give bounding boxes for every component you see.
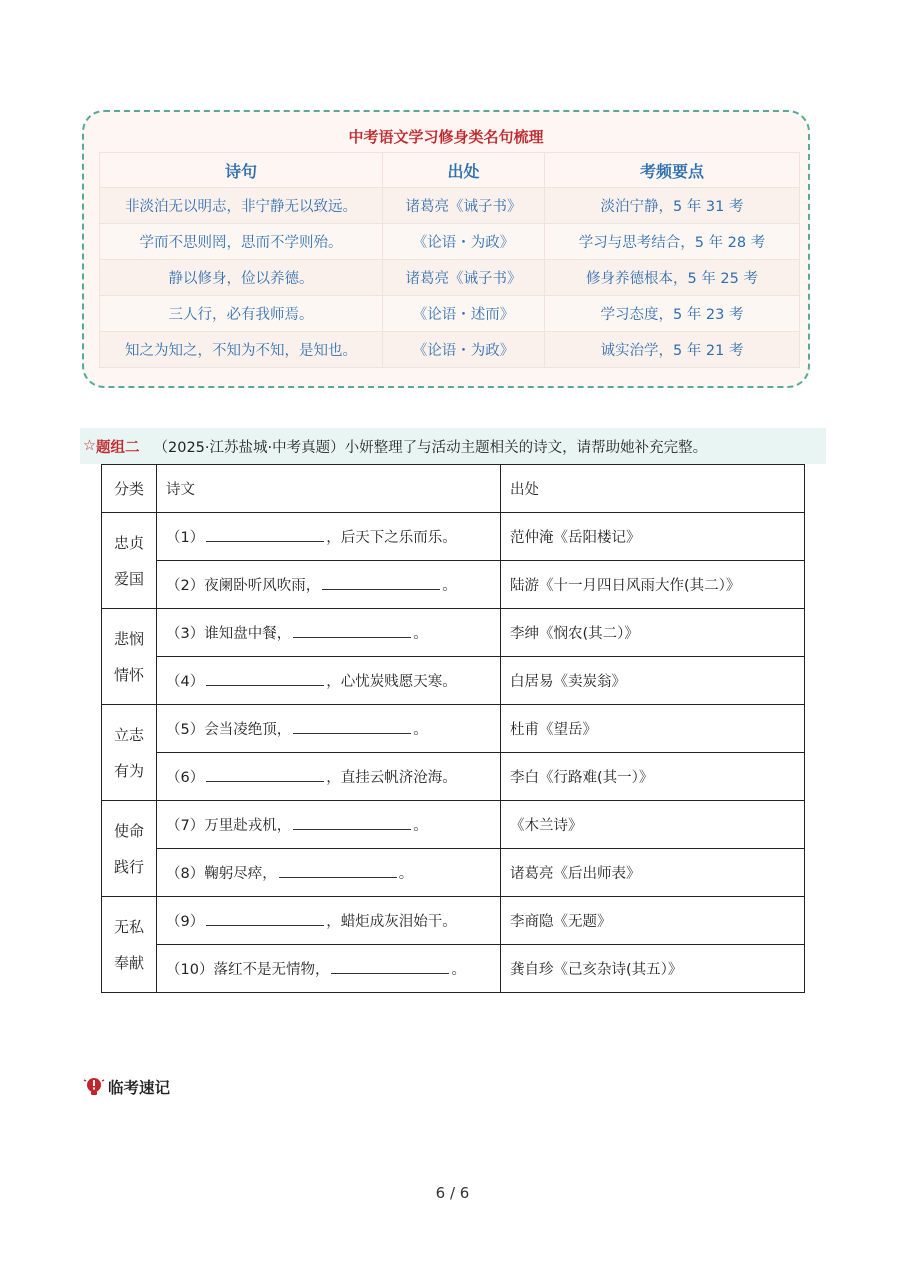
fill-source-cell: 龚自珍《己亥杂诗(其五）》 <box>501 945 805 993</box>
fill-header-category: 分类 <box>102 465 157 513</box>
answer-blank[interactable] <box>322 577 440 590</box>
verse-before: 落红不是无情物， <box>213 962 330 978</box>
summary-cell-verse: 知之为知之，不知为不知，是知也。 <box>100 332 383 368</box>
verse-after: 。 <box>398 866 414 882</box>
fill-verse-cell <box>157 801 501 849</box>
answer-blank[interactable] <box>206 913 324 926</box>
summary-row <box>100 224 800 260</box>
summary-header-verse: 诗句 <box>100 153 383 188</box>
item-number: （2） <box>166 578 205 594</box>
fill-row <box>102 849 805 897</box>
verse-before: 鞠躬尽瘁， <box>204 866 277 882</box>
summary-row <box>100 332 800 368</box>
fill-source-cell: 李白《行路难(其一）》 <box>501 753 805 801</box>
quick-note-label: 临考速记 <box>108 1079 171 1097</box>
item-number: （1） <box>166 530 205 546</box>
fill-verse-cell <box>157 657 501 705</box>
fill-row <box>102 801 805 849</box>
verse-before: 谁知盘中餐， <box>204 626 292 642</box>
page-number: 6 / 6 <box>435 1184 470 1202</box>
fill-source-cell: 诸葛亮《后出师表》 <box>501 849 805 897</box>
verse-after: 。 <box>413 626 428 642</box>
fill-category-line: 情怀 <box>113 665 144 684</box>
summary-cell-frequency: 学习态度，5 年 23 考 <box>545 296 800 332</box>
question-text: （2025·江苏盐城·中考真题）小妍整理了与活动主题相关的诗文，请帮助她补充完整。 <box>153 439 708 456</box>
answer-blank[interactable] <box>331 961 449 974</box>
summary-cell-verse: 三人行，必有我师焉。 <box>100 296 383 332</box>
fill-verse-cell <box>157 945 501 993</box>
item-number: （8） <box>166 866 205 882</box>
item-number: （7） <box>166 818 205 834</box>
fill-category-line: 爱国 <box>113 569 144 588</box>
answer-blank[interactable] <box>293 721 411 734</box>
fill-category-line: 使命 <box>113 821 144 840</box>
verse-after: 。 <box>413 818 428 834</box>
summary-cell-source: 《论语・述而》 <box>383 296 545 332</box>
fill-category <box>102 513 157 609</box>
summary-cell-verse: 静以修身，俭以养德。 <box>100 260 383 296</box>
fill-verse-cell <box>157 561 501 609</box>
summary-cell-source: 诸葛亮《诫子书》 <box>383 260 545 296</box>
summary-row <box>100 260 800 296</box>
fill-source-cell: 李绅《悯农(其二）》 <box>501 609 805 657</box>
verse-before: 夜阑卧听风吹雨， <box>204 578 321 594</box>
answer-blank[interactable] <box>206 769 324 782</box>
item-number: （4） <box>166 674 205 690</box>
answer-blank[interactable] <box>279 865 397 878</box>
fill-category <box>102 705 157 801</box>
fill-verse-cell <box>157 897 501 945</box>
fill-row <box>102 705 805 753</box>
summary-cell-frequency: 学习与思考结合，5 年 28 考 <box>545 224 800 260</box>
verse-after: ，直挂云帆济沧海。 <box>326 770 457 786</box>
fill-category-line: 忠贞 <box>113 533 144 552</box>
summary-box <box>82 110 810 388</box>
fill-category-line: 无私 <box>113 917 144 936</box>
summary-cell-verse: 学而不思则罔，思而不学则殆。 <box>100 224 383 260</box>
fill-category <box>102 801 157 897</box>
fill-header-text: 诗文 <box>157 465 501 513</box>
fill-row <box>102 897 805 945</box>
quick-note-heading <box>83 1076 170 1098</box>
summary-cell-frequency: 淡泊宁静，5 年 31 考 <box>545 188 800 224</box>
verse-after: ，心忧炭贱愿天寒。 <box>326 674 457 690</box>
fill-row <box>102 753 805 801</box>
item-number: （3） <box>166 626 205 642</box>
summary-header-source: 出处 <box>383 153 545 188</box>
item-number: （9） <box>166 914 205 930</box>
fill-source-cell: 李商隐《无题》 <box>501 897 805 945</box>
verse-after: ，后天下之乐而乐。 <box>326 530 457 546</box>
star-icon: ☆ <box>83 438 96 454</box>
fill-category-line: 践行 <box>113 857 144 876</box>
fill-header-row <box>102 465 805 513</box>
verse-after: 。 <box>442 578 457 594</box>
verse-after: ，蜡炬成灰泪始干。 <box>326 914 457 930</box>
fill-category-line: 悲悯 <box>113 629 144 648</box>
fill-source-cell: 杜甫《望岳》 <box>501 705 805 753</box>
fill-source-cell: 白居易《卖炭翁》 <box>501 657 805 705</box>
fill-verse-cell <box>157 513 501 561</box>
fill-category <box>102 897 157 993</box>
summary-cell-source: 《论语・为政》 <box>383 224 545 260</box>
lightbulb-alert-icon <box>83 1076 105 1098</box>
item-number: （5） <box>166 722 205 738</box>
fill-category <box>102 609 157 705</box>
fill-category-line: 有为 <box>113 761 144 780</box>
answer-blank[interactable] <box>206 673 324 686</box>
question-label: 题组二 <box>96 439 140 456</box>
fill-verse-cell <box>157 849 501 897</box>
verse-before: 万里赴戎机， <box>204 818 292 834</box>
fill-header-source: 出处 <box>501 465 805 513</box>
summary-cell-source: 诸葛亮《诫子书》 <box>383 188 545 224</box>
item-number: （10） <box>166 962 214 978</box>
summary-cell-frequency: 诚实治学，5 年 21 考 <box>545 332 800 368</box>
summary-cell-frequency: 修身养德根本，5 年 25 考 <box>545 260 800 296</box>
summary-row <box>100 296 800 332</box>
summary-cell-verse: 非淡泊无以明志，非宁静无以致远。 <box>100 188 383 224</box>
fill-verse-cell <box>157 705 501 753</box>
answer-blank[interactable] <box>206 529 324 542</box>
question-heading <box>80 428 826 464</box>
fill-source-cell: 《木兰诗》 <box>501 801 805 849</box>
fill-table <box>101 464 805 993</box>
fill-row <box>102 609 805 657</box>
fill-row <box>102 561 805 609</box>
fill-verse-cell <box>157 609 501 657</box>
summary-table <box>99 152 800 368</box>
answer-blank[interactable] <box>293 817 411 830</box>
fill-source-cell: 陆游《十一月四日风雨大作(其二）》 <box>501 561 805 609</box>
verse-before: 会当凌绝顶， <box>204 722 292 738</box>
verse-after: 。 <box>413 722 428 738</box>
summary-header-row <box>100 153 800 188</box>
item-number: （6） <box>166 770 205 786</box>
fill-row <box>102 945 805 993</box>
summary-title: 中考语文学习修身类名句梳理 <box>348 128 544 146</box>
summary-row <box>100 188 800 224</box>
fill-row <box>102 513 805 561</box>
fill-verse-cell <box>157 753 501 801</box>
verse-after: 。 <box>451 962 466 978</box>
fill-category-line: 奉献 <box>113 953 144 972</box>
summary-cell-source: 《论语・为政》 <box>383 332 545 368</box>
summary-header-frequency: 考频要点 <box>545 153 800 188</box>
fill-source-cell: 范仲淹《岳阳楼记》 <box>501 513 805 561</box>
answer-blank[interactable] <box>293 625 411 638</box>
fill-row <box>102 657 805 705</box>
fill-category-line: 立志 <box>113 725 144 744</box>
